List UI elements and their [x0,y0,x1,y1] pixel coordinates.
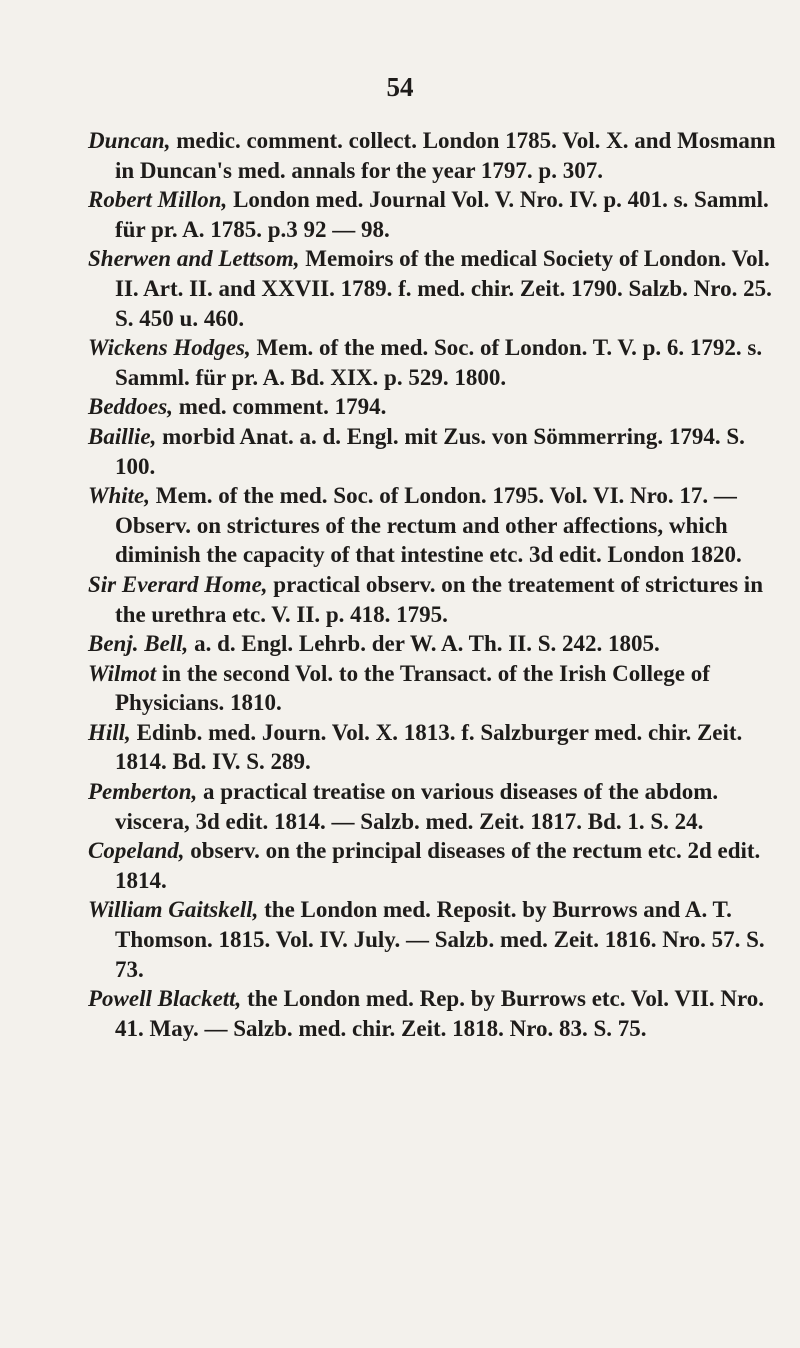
author-name: White, [88,483,150,509]
page-number: 54 [386,72,414,102]
author-name: Sherwen and Lettsom, [88,246,300,272]
citation-text: Edinb. med. Journ. Vol. X. 1813. f. Salzburger med. chir. Zeit. 1814. Bd. IV. S. 289. [115,719,743,775]
author-name: Hill, [88,719,131,745]
list-item [88,895,778,984]
list-item [88,422,778,481]
list-item [88,836,778,895]
author-name: Sir Everard Home, [88,571,268,597]
author-name: Wilmot [88,660,157,686]
author-name: Pemberton, [88,779,198,805]
list-item [88,333,778,392]
citation-text: medic. comment. collect. London 1785. Vol. X. and Mosmann in Duncan's med. annals for the year 1797. p. 307. [115,128,776,183]
list-item [88,392,778,422]
list-item [88,629,778,659]
citation-text: med. comment. 1794. [172,394,387,420]
bibliography-list [88,126,778,1043]
author-name: Wickens Hodges, [88,335,251,361]
list-item [88,659,778,718]
author-name: Robert Millon, [88,187,228,213]
citation-text: in the second Vol. to the Transact. of the Irish College of Physicians. 1810. [115,660,710,716]
list-item [88,481,778,570]
author-name: Copeland, [88,838,185,864]
citation-text: London med. Journal Vol. V. Nro. IV. p. 401. s. Samml. für pr. A. 1785. p.3 92 — 98. [115,187,769,242]
citation-text: Memoirs of the medical Society of London. Vol. II. Art. II. and XXVII. 1789. f. med. chir. Zeit. 1790. Salzb. Nro. 25. S. 450 u. 460. [115,246,772,331]
citation-text: practical observ. on the treatement of strictures in the urethra etc. V. II. p. 418. 1795. [115,571,763,627]
author-name: Benj. Bell, [88,631,189,657]
list-item [88,570,778,629]
citation-text: the London med. Reposit. by Burrows and A. T. Thomson. 1815. Vol. IV. July. — Salzb. med. Zeit. 1816. Nro. 57. S. 73. [115,897,765,982]
list-item [88,718,778,777]
author-name: Beddoes, [88,394,173,420]
list-item [88,244,778,333]
citation-text: a. d. Engl. Lehrb. der W. A. Th. II. S. 242. 1805. [188,631,660,657]
list-item [88,126,778,185]
author-name: Powell Blackett, [88,986,242,1012]
list-item [88,984,778,1043]
author-name: Baillie, [88,423,157,449]
author-name: Duncan, [88,128,171,153]
citation-text: morbid Anat. a. d. Engl. mit Zus. von Sömmerring. 1794. S. 100. [115,423,745,479]
citation-text: a practical treatise on various diseases of the abdom. viscera, 3d edit. 1814. — Salzb. med. Zeit. 1817. Bd. 1. S. 24. [115,779,719,834]
list-item [88,185,778,244]
citation-text: Mem. of the med. Soc. of London. 1795. Vol. VI. Nro. 17. — Observ. on strictures of the rectum and other affections, which diminish the capacity of that intestine etc. 3d edit. London 1820. [115,483,742,568]
list-item [88,777,778,836]
citation-text: observ. on the principal diseases of the rectum etc. 2d edit. 1814. [115,838,761,893]
author-name: William Gaitskell, [88,897,259,923]
citation-text: Mem. of the med. Soc. of London. T. V. p. 6. 1792. s. Samml. für pr. A. Bd. XIX. p. 529. 1800. [115,335,763,390]
citation-text: the London med. Rep. by Burrows etc. Vol. VII. Nro. 41. May. — Salzb. med. chir. Zeit. 1818. Nro. 83. S. 75. [115,986,764,1041]
